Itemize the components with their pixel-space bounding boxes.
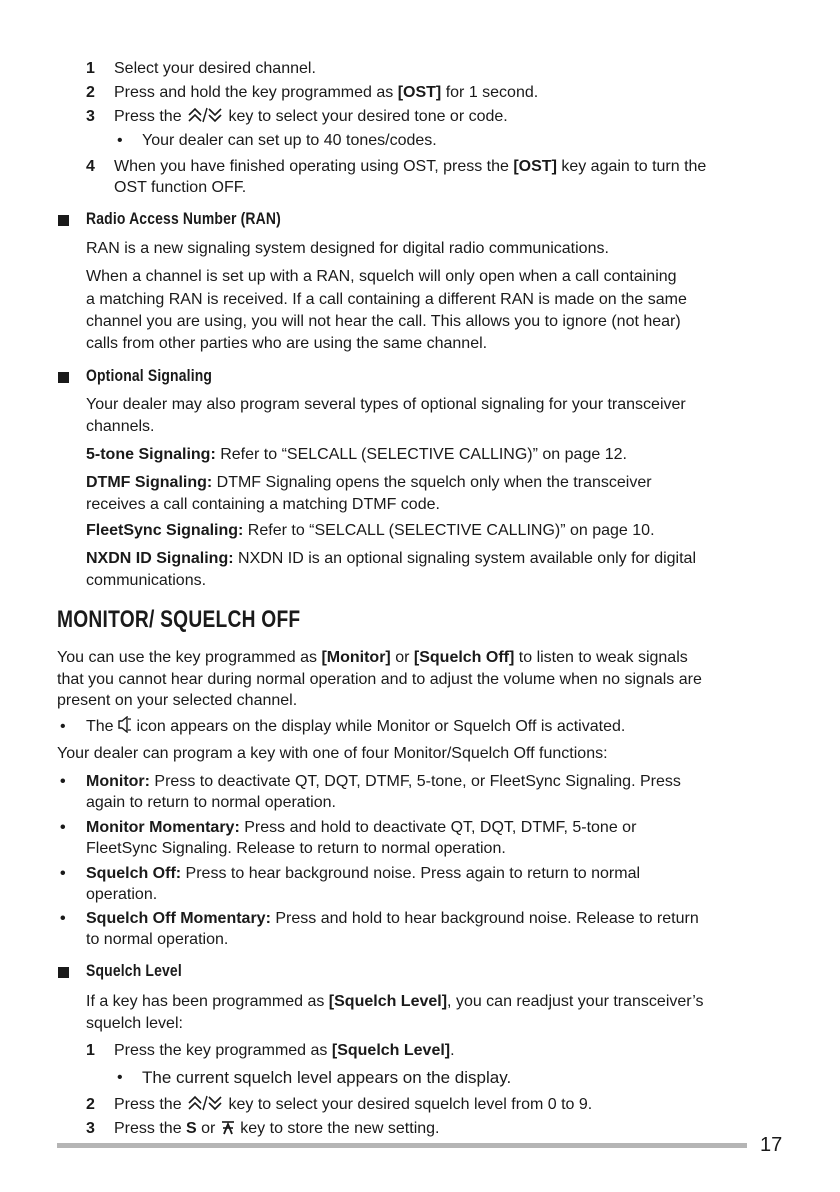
five-tone-paragraph: 5-tone Signaling: Refer to “SELCALL (SELECTIVE CALLING)” on page 12. — [86, 446, 627, 463]
paragraph-line: that you cannot hear during normal operation and to adjust the volume when no signals are — [57, 671, 702, 688]
nxdn-paragraph: NXDN ID Signaling: NXDN ID is an optional signaling system available only for digital — [86, 550, 697, 567]
section-heading: Radio Access Number (RAN) — [86, 209, 281, 228]
section-heading: Optional Signaling — [86, 366, 213, 385]
function-item: Squelch Off: Press to hear background noise. Press again to return to normal — [86, 865, 641, 882]
function-item-line2: to normal operation. — [86, 931, 229, 948]
bullet-dot: • — [117, 132, 123, 149]
step-number: 2 — [86, 1096, 95, 1113]
bullet-text: Your dealer can set up to 40 tones/codes. — [142, 132, 437, 149]
step-text-line2: OST function OFF. — [114, 179, 247, 196]
function-item-line2: again to return to normal operation. — [86, 794, 336, 811]
paragraph-line: squelch level: — [86, 1015, 183, 1032]
step-text: Press the key programmed as [Squelch Level]. — [114, 1042, 455, 1059]
paragraph-line: a matching RAN is received. If a call containing a different RAN is made on the same — [86, 291, 687, 308]
section-square-icon — [58, 215, 69, 226]
section-square-icon — [58, 967, 69, 978]
step-text: Press the S or key to store the new setting. — [114, 1118, 440, 1142]
up-down-keys-icon — [186, 107, 224, 130]
bullet-dot: • — [60, 718, 66, 735]
function-item-line2: FleetSync Signaling. Release to return to normal operation. — [86, 840, 506, 857]
function-item-line2: operation. — [86, 886, 158, 903]
function-item: Squelch Off Momentary: Press and hold to hear background noise. Release to return — [86, 910, 699, 927]
paragraph-line: calls from other parties who are using the same channel. — [86, 335, 488, 352]
paragraph-line: Your dealer may also program several types of optional signaling for your transceiver — [86, 396, 686, 413]
paragraph-line: channel you are using, you will not hear the call. This allows you to ignore (not hear) — [86, 313, 681, 330]
step-number: 1 — [86, 60, 95, 77]
bullet-text: The current squelch level appears on the display. — [142, 1068, 512, 1087]
step-text: Press and hold the key programmed as [OST] for 1 second. — [114, 84, 539, 101]
nxdn-paragraph-line2: communications. — [86, 572, 207, 589]
page-number: 17 — [760, 1134, 783, 1156]
fleetsync-paragraph: FleetSync Signaling: Refer to “SELCALL (SELECTIVE CALLING)” on page 10. — [86, 522, 655, 539]
step-number: 3 — [86, 108, 95, 125]
paragraph-line: When a channel is set up with a RAN, squelch will only open when a call containing — [86, 268, 677, 285]
step-number: 2 — [86, 84, 95, 101]
paragraph-line: present on your selected channel. — [57, 692, 298, 709]
up-down-keys-icon — [186, 1095, 224, 1118]
section-heading: Squelch Level — [86, 961, 182, 980]
bullet-dot: • — [117, 1069, 123, 1086]
paragraph-line: You can use the key programmed as [Monitor] or [Squelch Off] to listen to weak signals — [57, 649, 688, 666]
function-item: Monitor: Press to deactivate QT, DQT, DTMF, 5-tone, or FleetSync Signaling. Press — [86, 773, 681, 790]
speaker-icon — [118, 716, 132, 740]
chapter-heading: MONITOR/ SQUELCH OFF — [57, 606, 301, 633]
step-number: 3 — [86, 1120, 95, 1137]
paragraph-line: channels. — [86, 418, 155, 435]
dtmf-paragraph: DTMF Signaling: DTMF Signaling opens the squelch only when the transceiver — [86, 474, 652, 491]
function-item: Monitor Momentary: Press and hold to deactivate QT, DQT, DTMF, 5-tone or — [86, 819, 637, 836]
step-text: Press the key to select your desired squelch level from 0 to 9. — [114, 1094, 592, 1118]
paragraph: Your dealer can program a key with one of four Monitor/Squelch Off functions: — [57, 745, 608, 762]
bullet-dot: • — [60, 865, 66, 882]
footer-rule — [57, 1143, 747, 1148]
bullet-dot: • — [60, 910, 66, 927]
dtmf-paragraph-line2: receives a call containing a matching DTMF code. — [86, 496, 440, 513]
step-number: 4 — [86, 158, 95, 175]
bullet-dot: • — [60, 773, 66, 790]
paragraph-line: If a key has been programmed as [Squelch Level], you can readjust your transceiver’s — [86, 993, 704, 1010]
section-square-icon — [58, 372, 69, 383]
step-text: Select your desired channel. — [114, 60, 316, 77]
bullet-dot: • — [60, 819, 66, 836]
step-text: When you have finished operating using OST, press the [OST] key again to turn the — [114, 158, 707, 175]
bullet-text: The icon appears on the display while Monitor or Squelch Off is activated. — [86, 716, 625, 740]
step-text: Press the key to select your desired tone or code. — [114, 106, 508, 130]
paragraph: RAN is a new signaling system designed for digital radio communications. — [86, 240, 609, 257]
step-number: 1 — [86, 1042, 95, 1059]
asterisk-key-icon — [220, 1119, 236, 1142]
